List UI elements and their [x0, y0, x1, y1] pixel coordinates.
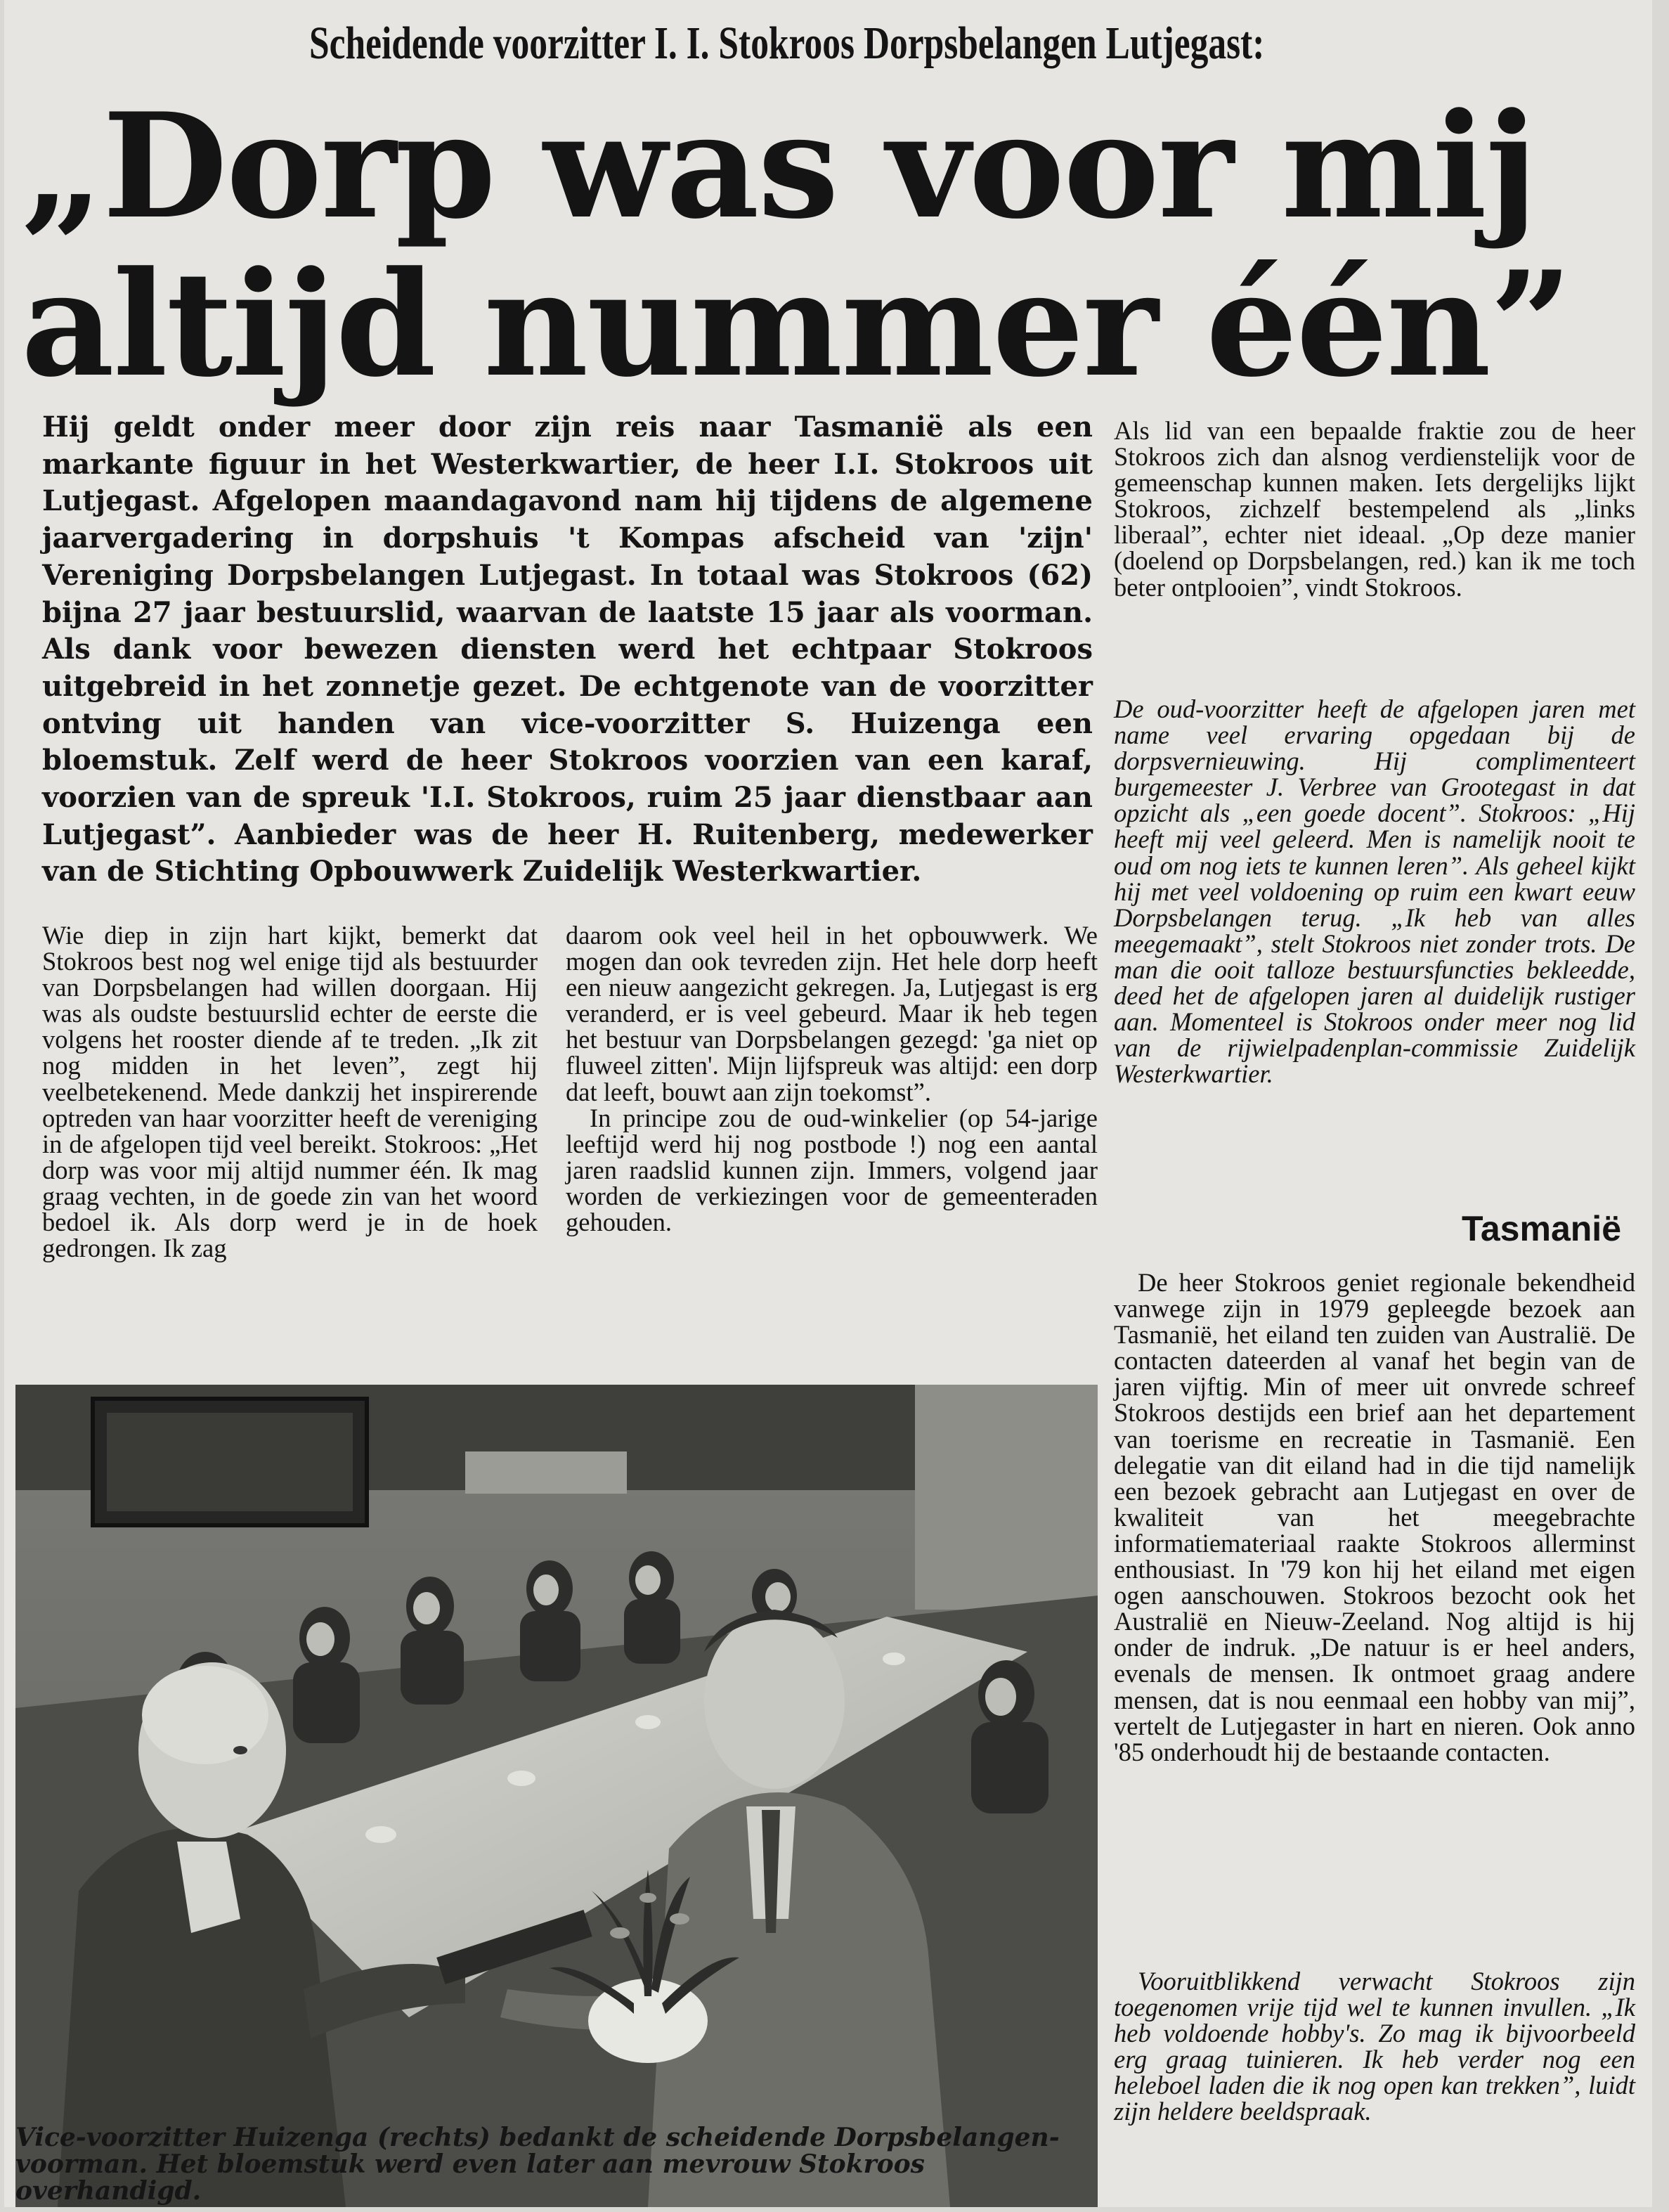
- photo-illustration: [15, 1385, 1098, 2207]
- headline-line-1: „Dorp was voor mij: [21, 82, 1537, 251]
- subhead-tasmanie: Tasmanië: [1462, 1209, 1621, 1248]
- column-2-paragraph-1: daarom ook veel heil in het opbouwwerk. We mogen dan ook tevreden zijn. Het hele dorp heeft een nieuw aangezicht gekregen. Ja, Lutjegast is erg veranderd, er is veel gebeurd. Maar ik heb tegen het bestuur van Dorpsbelangen gezegd: 'ga niet op fluweel zitten'. Mijn lijfspreuk was altijd: een dorp dat leeft, bouwt aan zijn toekomst”.: [566, 921, 1098, 1106]
- column-1-text: Wie diep in zijn hart kijkt, bemerkt dat Stokroos best nog wel enige tijd als bestuurder van Dorpsbelangen had willen doorgaan. Hij was als oudste bestuurslid echter de eerste die volgens het rooster diende af te treden. „Ik zit nog midden in het leven”, zegt hij veelbetekenend. Mede dankzij het inspirerende optreden van haar voorzitter heeft de vereniging in de afgelopen tijd veel bereikt. Stokroos: „Het dorp was voor mij altijd nummer één. Ik mag graag vechten, in de goede zin van het woord bedoel ik. Als dorp werd je in de hoek gedrongen. Ik zag: [42, 921, 538, 1263]
- closing-text: Vooruitblikkend verwacht Stokroos zijn toegenomen vrije tijd wel te kunnen invullen. „Ik heb voldoende hobby's. Zo mag ik bijvoorbeeld erg graag tuinieren. Ik heb verder nog een heleboel laden die ik nog open kan trekken”, luidt zijn heldere beeldspraak.: [1114, 1967, 1635, 2126]
- article-column-3-italic: [1114, 696, 1635, 1087]
- intro-paragraph: Hij geldt onder meer door zijn reis naar Tasmanië als een markante figuur in het Westerkwartier, de heer I.I. Stokroos uit Lutjegast. Afgelopen maandagavond nam hij tijdens de algemene jaarvergadering in dorpshuis 't Kompas afscheid van 'zijn' Vereniging Dorpsbelangen Lutjegast. In totaal was Stokroos (62) bijna 27 jaar bestuurslid, waarvan de laatste 15 jaar als voorman. Als dank voor bewezen diensten werd het echtpaar Stokroos uitgebreid in het zonnetje gezet. De echtgenote van de voorzitter ontving uit handen van vice-voorzitter S. Huizenga een bloemstuk. Zelf werd de heer Stokroos voorzien van een karaf, voorzien van de spreuk 'I.I. Stokroos, ruim 25 jaar dienstbaar aan Lutjegast”. Aanbieder was de heer H. Ruitenberg, medewerker van de Stichting Opbouwwerk Zuidelijk Westerkwartier.: [42, 410, 1093, 888]
- article-column-tasmanie: [1114, 1269, 1635, 1765]
- window-light: [915, 1385, 1098, 1610]
- column-3-text: Als lid van een bepaalde fraktie zou de heer Stokroos zich dan alsnog verdienstelijk voor de gemeenschap kunnen maken. Iets dergelijks lijkt Stokroos, zichzelf bestempelend als „links liberaal”, echter niet ideaal. „Op deze manier (doelend op Dorpsbelangen, red.) kan ik me toch beter ontplooien”, vindt Stokroos.: [1114, 416, 1635, 602]
- news-photo: [15, 1385, 1098, 2207]
- tasmanie-text: De heer Stokroos geniet regionale bekendheid vanwege zijn in 1979 gepleegde bezoek aan Tasmanië, het eiland ten zuiden van Australië. De contacten dateerden al vanaf het begin van de jaren vijftig. Min of meer uit onvrede schreef Stokroos destijds een brief aan het departement van toerisme en recreatie in Tasmanië. Een delegatie van dit eiland had in die tijd namelijk een bezoek gebracht aan Lutjegast en over de kwaliteit van het meegebrachte informatiemateriaal raakte Stokroos allerminst enthousiast. In '79 kon hij het eiland met eigen ogen aanschouwen. Stokroos bezocht ook het Australië en Nieuw-Zeeland. Nog altijd is hij onder de indruk. „De natuur is er heel anders, evenals de mensen. Ik ontmoet graag andere mensen, dat is nou eenmaal een hobby van mij”, vertelt de Lutjegaster in hart en nieren. Ook anno '85 onderhoudt hij de bestaande contacten.: [1114, 1268, 1635, 1766]
- wall-plaque: [465, 1451, 627, 1494]
- article-column-3: [1114, 418, 1635, 600]
- notice-board-panel: [107, 1413, 353, 1511]
- headline-line-2: altijd nummer één”: [21, 240, 1571, 409]
- photo-caption: Vice-voorzitter Huizenga (rechts) bedankt de scheidende Dorpsbelangen-voorman. Het bloemstuk werd even later aan mevrouw Stokroos overhandigd.: [15, 2123, 1060, 2206]
- column-2-paragraph-2: In principe zou de oud-winkelier (op 54-jarige leeftijd werd hij nog postbode !) nog een aantal jaren raadslid kunnen zijn. Immers, volgend jaar worden de verkiezingen voor de gemeenteraden gehouden.: [566, 1103, 1098, 1237]
- article-column-1: [42, 922, 538, 1261]
- article-column-2: [566, 922, 1098, 1235]
- column-3-italic-text: De oud-voorzitter heeft de afgelopen jaren met name veel ervaring opgedaan bij de dorpsvernieuwing. Hij complimenteert burgemeester J. Verbree van Grootegast in dat opzicht als „een goede docent”. Stokroos: „Hij heeft mij veel geleerd. Men is namelijk nooit te oud om nog iets te kunnen leren”. Als geheel kijkt hij met veel voldoening op ruim een kwart eeuw Dorpsbelangen terug. „Ik heb van alles meegemaakt”, stelt Stokroos niet zonder trots. De man die ooit talloze bestuursfuncties bekleedde, deed het de afgelopen jaren al duidelijk rustiger aan. Momenteel is Stokroos onder meer nog lid van de rijwielpadenplan-commissie Zuidelijk Westerkwartier.: [1114, 694, 1635, 1089]
- article-column-closing: [1114, 1968, 1635, 2125]
- kicker-line: Scheidende voorzitter I. I. Stokroos Dorpsbelangen Lutjegast:: [309, 18, 1265, 69]
- headline: [21, 82, 1637, 409]
